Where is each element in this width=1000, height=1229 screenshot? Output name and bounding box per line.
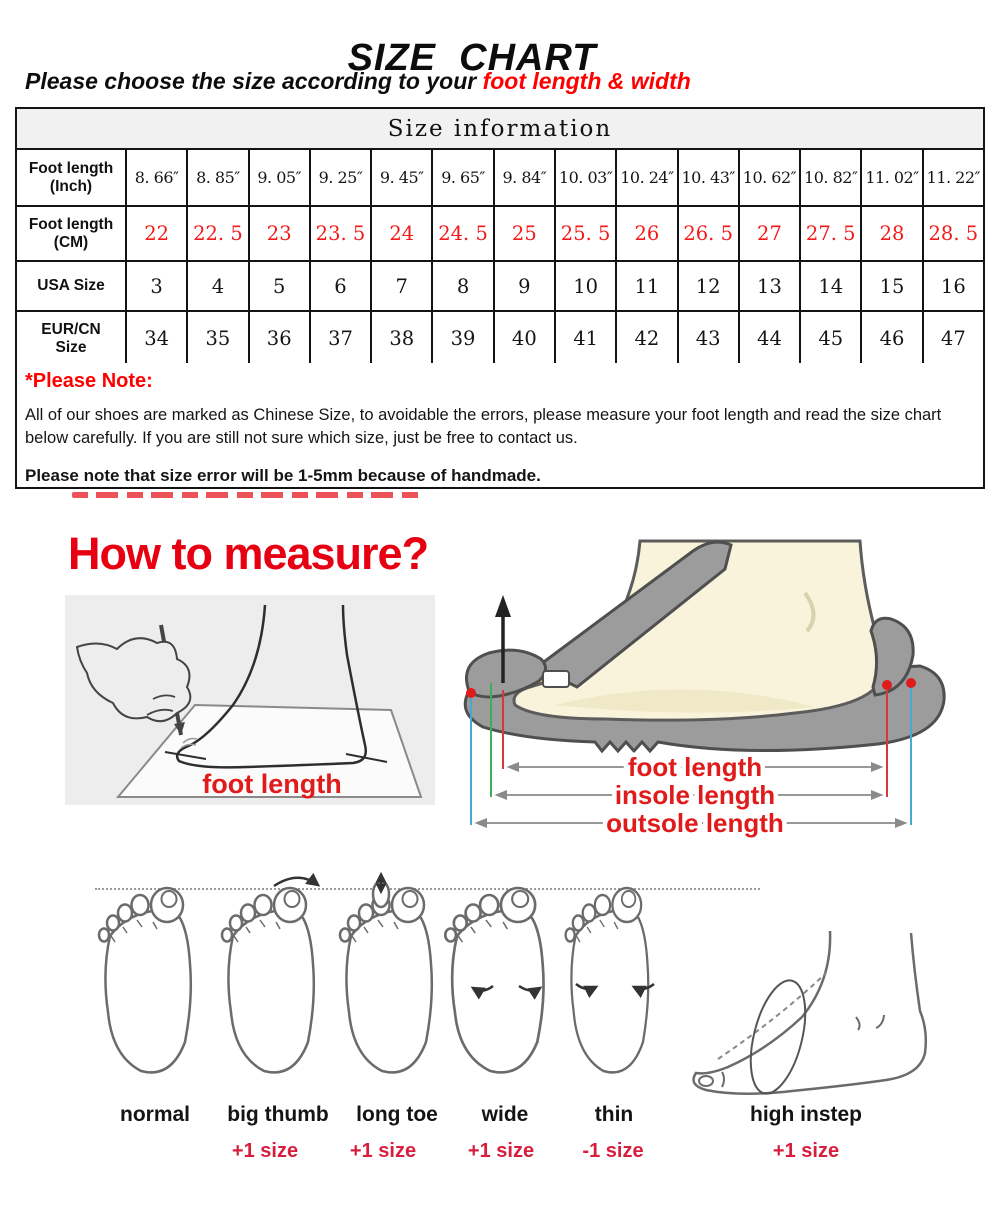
note-body: All of our shoes are marked as Chinese Size, to avoidable the errors, please measure your foot length and read the size chart below carefully. If you are still not sure which size, just be free to contact us. <box>25 406 942 448</box>
foot-length-label: foot length <box>627 752 763 782</box>
table-cell: 46 <box>861 311 922 366</box>
foot-type-label-long-toe: long toe <box>356 1103 438 1126</box>
size-adjust-long-toe: +1 size <box>349 1140 417 1162</box>
how-to-measure-title: How to measure? <box>68 528 429 579</box>
note-box <box>15 363 985 489</box>
table-cell: 42 <box>616 311 677 366</box>
size-adjust-high-instep: +1 size <box>772 1140 840 1162</box>
note-heading: *Please Note: <box>25 370 153 392</box>
instep-foot-outline <box>694 931 926 1094</box>
table-cell: 10 <box>555 261 616 311</box>
table-cell: 9. 84″ <box>494 149 555 206</box>
table-cell: 24. 5 <box>432 206 493 261</box>
table-cell: 10. 43″ <box>678 149 739 206</box>
table-cell: 27. 5 <box>800 206 861 261</box>
sandal-measuring-illustration <box>455 535 1000 845</box>
row-header-usa-size: USA Size <box>16 261 126 311</box>
foot-normal-illustration <box>95 880 215 1085</box>
table-cell: 9. 65″ <box>432 149 493 206</box>
table-cell: 47 <box>923 311 984 366</box>
table-cell: 9. 45″ <box>371 149 432 206</box>
table-cell: 44 <box>739 311 800 366</box>
table-cell: 13 <box>739 261 800 311</box>
foot-type-label-thin: thin <box>594 1103 634 1126</box>
table-cell: 10. 82″ <box>800 149 861 206</box>
table-cell: 36 <box>249 311 310 366</box>
note-handmade: Please note that size error will be 1-5mm because of handmade. <box>25 465 541 485</box>
table-cell: 10. 62″ <box>739 149 800 206</box>
table-cell: 25. 5 <box>555 206 616 261</box>
table-cell: 9 <box>494 261 555 311</box>
table-cell: 11. 22″ <box>923 149 984 206</box>
table-cell: 22. 5 <box>187 206 248 261</box>
table-cell: 25 <box>494 206 555 261</box>
table-cell: 6 <box>310 261 371 311</box>
size-table-title: Size information <box>16 108 984 149</box>
sandal-svg <box>455 535 1000 840</box>
table-cell: 28. 5 <box>923 206 984 261</box>
table-cell: 11 <box>616 261 677 311</box>
foot-type-label-big-thumb: big thumb <box>227 1103 329 1126</box>
table-cell: 15 <box>861 261 922 311</box>
table-cell: 39 <box>432 311 493 366</box>
table-cell: 8. 66″ <box>126 149 187 206</box>
toe-post <box>543 671 569 687</box>
table-cell: 41 <box>555 311 616 366</box>
table-cell: 5 <box>249 261 310 311</box>
table-cell: 26. 5 <box>678 206 739 261</box>
table-cell: 9. 05″ <box>249 149 310 206</box>
table-cell: 23 <box>249 206 310 261</box>
table-cell: 11. 02″ <box>861 149 922 206</box>
foot-type-label-normal: normal <box>119 1103 191 1126</box>
row-header-foot-length-inch: Foot length (Inch) <box>16 149 126 206</box>
table-cell: 35 <box>187 311 248 366</box>
table-cell: 24 <box>371 206 432 261</box>
size-adjust-thin: -1 size <box>582 1140 644 1162</box>
row-header-foot-length-cm: Foot length (CM) <box>16 206 126 261</box>
size-table <box>15 107 985 367</box>
table-cell: 9. 25″ <box>310 149 371 206</box>
table-cell: 23. 5 <box>310 206 371 261</box>
table-cell: 27 <box>739 206 800 261</box>
foot-wide-illustration <box>445 880 565 1085</box>
table-cell: 26 <box>616 206 677 261</box>
subtitle <box>25 68 985 95</box>
trace-foot-length-label: foot length <box>202 769 342 799</box>
table-cell: 16 <box>923 261 984 311</box>
big-thumb-arrow <box>274 878 318 886</box>
table-cell: 22 <box>126 206 187 261</box>
outsole-length-label: outsole length <box>606 808 784 838</box>
table-cell: 10. 24″ <box>616 149 677 206</box>
table-cell: 38 <box>371 311 432 366</box>
red-marker-dot <box>466 688 476 698</box>
table-cell: 40 <box>494 311 555 366</box>
table-cell: 8 <box>432 261 493 311</box>
table-cell: 12 <box>678 261 739 311</box>
table-cell: 37 <box>310 311 371 366</box>
insole-length-label: insole length <box>614 780 776 810</box>
table-cell: 28 <box>861 206 922 261</box>
table-cell: 14 <box>800 261 861 311</box>
toe-up-arrow-head <box>495 595 511 617</box>
table-cell: 10. 03″ <box>555 149 616 206</box>
cropped-red-text-artifact <box>72 492 424 498</box>
subtitle-red-text: foot length & width <box>482 68 691 94</box>
table-cell: 34 <box>126 311 187 366</box>
foot-thin-illustration <box>554 880 674 1085</box>
red-marker-dot <box>882 680 892 690</box>
foot-tracing-illustration <box>65 595 435 810</box>
foot-high-instep-illustration <box>680 925 940 1105</box>
foot-type-label-wide: wide <box>481 1103 529 1126</box>
foot-tracing-svg <box>65 595 435 805</box>
foot-long-toe-illustration <box>336 880 456 1085</box>
size-adjust-big-thumb: +1 size <box>231 1140 299 1162</box>
table-cell: 3 <box>126 261 187 311</box>
row-header-eur-cn-size: EUR/CN Size <box>16 311 126 366</box>
red-marker-dot <box>906 678 916 688</box>
foot-type-label-high-instep: high instep <box>750 1103 862 1126</box>
size-adjust-wide: +1 size <box>467 1140 535 1162</box>
subtitle-black-text: Please choose the size according to your <box>25 68 483 94</box>
table-cell: 7 <box>371 261 432 311</box>
table-cell: 45 <box>800 311 861 366</box>
table-cell: 43 <box>678 311 739 366</box>
foot-big-thumb-illustration <box>218 880 338 1085</box>
page-title: SIZE CHART <box>347 37 597 80</box>
table-cell: 4 <box>187 261 248 311</box>
table-cell: 8. 85″ <box>187 149 248 206</box>
